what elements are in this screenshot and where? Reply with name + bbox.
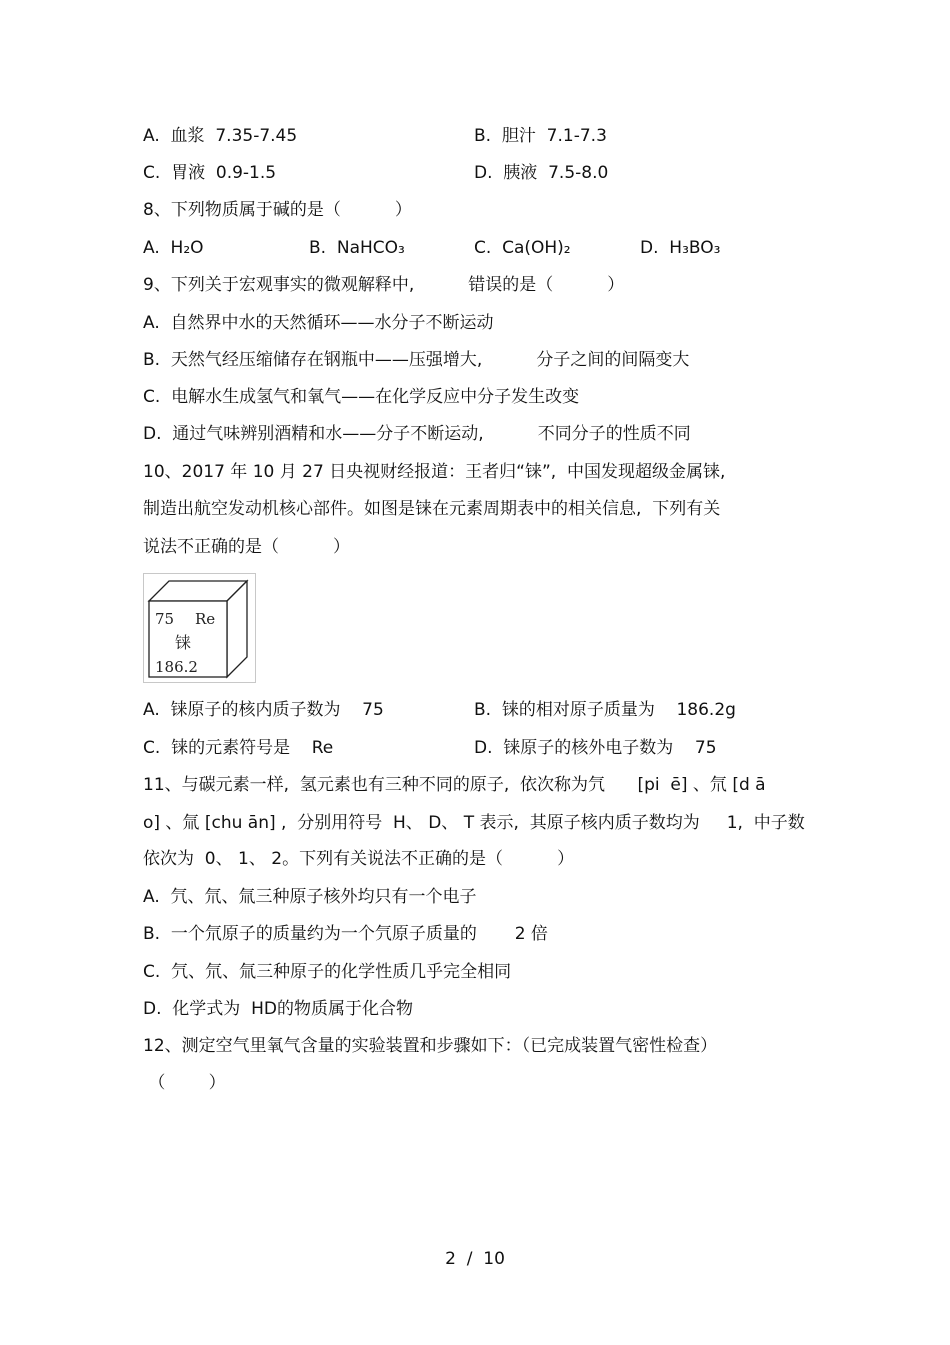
- q9-stem: 9、下列关于宏观事实的微观解释中, 错误的是（ ）: [143, 275, 625, 295]
- q11-option-d: D. 化学式为 HD的物质属于化合物: [143, 999, 413, 1019]
- q10-option-c: C. 铼的元素符号是 Re: [143, 738, 334, 758]
- atomic-mass: 186.2: [155, 658, 198, 676]
- q10-option-d: D. 铼原子的核外电子数为 75: [474, 738, 717, 758]
- q8-stem: 8、下列物质属于碱的是（ ）: [143, 200, 412, 220]
- q7-option-a: A. 血浆 7.35-7.45: [143, 126, 298, 146]
- q10-stem-line2: 制造出航空发动机核心部件。如图是铼在元素周期表中的相关信息, 下列有关: [143, 499, 721, 519]
- q7-option-b: B. 胆汁 7.1-7.3: [474, 126, 607, 146]
- element-symbol: Re: [195, 610, 216, 628]
- q9-option-d: D. 通过气味辨别酒精和水——分子不断运动, 不同分子的性质不同: [143, 424, 691, 444]
- q8-option-b: B. NaHCO₃: [309, 238, 405, 258]
- q9-option-a: A. 自然界中水的天然循环——水分子不断运动: [143, 313, 494, 333]
- q9-option-b: B. 天然气经压缩储存在钢瓶中——压强增大, 分子之间的间隔变大: [143, 350, 690, 370]
- q11-stem-line3: 依次为 0、 1、 2。下列有关说法不正确的是（ ）: [143, 849, 575, 869]
- q10-stem-line3: 说法不正确的是（ ）: [143, 537, 351, 557]
- q11-option-b: B. 一个氘原子的质量约为一个氕原子质量的 2 倍: [143, 924, 548, 944]
- q8-option-c: C. Ca(OH)₂: [474, 238, 571, 258]
- q9-option-c: C. 电解水生成氢气和氧气——在化学反应中分子发生改变: [143, 387, 580, 407]
- q11-option-a: A. 氕、氘、氚三种原子核外均只有一个电子: [143, 887, 477, 907]
- q7-option-d: D. 胰液 7.5-8.0: [474, 163, 609, 183]
- q11-stem-line2: o] 、氚 [chu ān] , 分别用符号 H、 D、 T 表示, 其原子核内质子数均为 1, 中子数: [143, 813, 805, 833]
- page-number: 2 / 10: [445, 1249, 505, 1269]
- q8-option-d: D. H₃BO₃: [640, 238, 721, 258]
- q10-option-b: B. 铼的相对原子质量为 186.2g: [474, 700, 736, 720]
- q10-option-a: A. 铼原子的核内质子数为 75: [143, 700, 384, 720]
- q12-stem-line2: （ ）: [143, 1073, 226, 1093]
- q8-option-a: A. H₂O: [143, 238, 204, 258]
- q11-stem-line1: 11、与碳元素一样, 氢元素也有三种不同的原子, 依次称为氕 [pi ē] 、氘 [d ā: [143, 775, 766, 795]
- element-name: 铼: [175, 633, 192, 652]
- rhenium-element-card: [143, 573, 256, 683]
- q7-option-c: C. 胃液 0.9-1.5: [143, 163, 277, 183]
- q12-stem-line1: 12、测定空气里氧气含量的实验装置和步骤如下：（已完成装置气密性检查）: [143, 1036, 718, 1056]
- atomic-number: 75: [155, 610, 175, 628]
- q10-stem-line1: 10、2017 年 10 月 27 日央视财经报道：王者归“铼”, 中国发现超级金属铼,: [143, 462, 726, 482]
- q11-option-c: C. 氕、氘、氚三种原子的化学性质几乎完全相同: [143, 962, 512, 982]
